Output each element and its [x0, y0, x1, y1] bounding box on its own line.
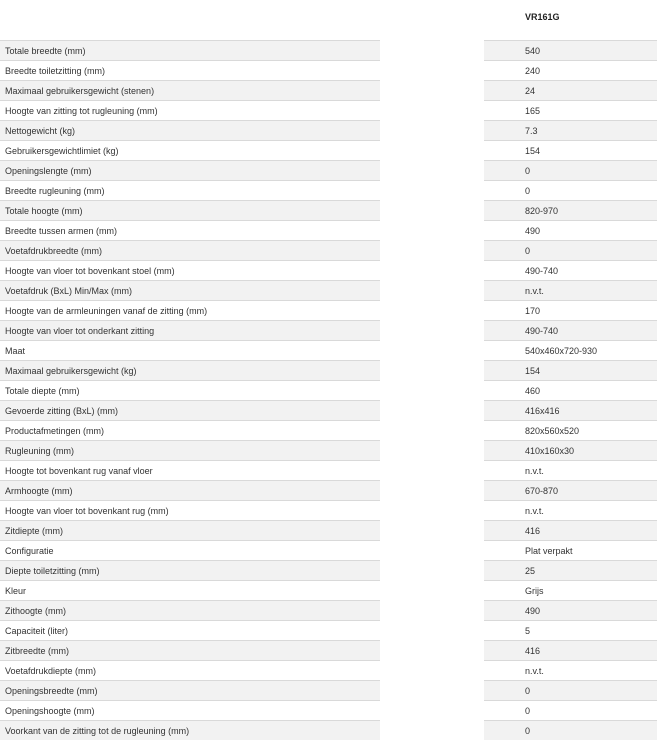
table-row — [0, 400, 657, 420]
spec-value: 5 — [484, 620, 657, 640]
table-row — [0, 300, 657, 320]
spec-label: Zitbreedte (mm) — [0, 640, 380, 660]
spec-label: Rugleuning (mm) — [0, 440, 380, 460]
table-row — [0, 380, 657, 400]
table-row — [0, 320, 657, 340]
table-row — [0, 660, 657, 680]
table-row — [0, 520, 657, 540]
spec-value: 670-870 — [484, 480, 657, 500]
spec-label: Hoogte van vloer tot onderkant zitting — [0, 320, 380, 340]
spec-value: Plat verpakt — [484, 540, 657, 560]
spec-value: 7.3 — [484, 120, 657, 140]
table-row — [0, 80, 657, 100]
spec-label: Gevoerde zitting (BxL) (mm) — [0, 400, 380, 420]
table-row — [0, 160, 657, 180]
spec-value: 24 — [484, 80, 657, 100]
spec-rows — [0, 40, 657, 740]
table-row — [0, 140, 657, 160]
spec-value: 154 — [484, 140, 657, 160]
spec-value: 0 — [484, 700, 657, 720]
spec-label: Nettogewicht (kg) — [0, 120, 380, 140]
spec-value: 540 — [484, 40, 657, 60]
table-row — [0, 640, 657, 660]
spec-label: Totale breedte (mm) — [0, 40, 380, 60]
table-row — [0, 100, 657, 120]
spec-value: 0 — [484, 720, 657, 740]
spec-label: Totale diepte (mm) — [0, 380, 380, 400]
table-row — [0, 240, 657, 260]
spec-label: Hoogte tot bovenkant rug vanaf vloer — [0, 460, 380, 480]
table-row — [0, 720, 657, 740]
spec-value: 165 — [484, 100, 657, 120]
spec-label: Hoogte van vloer tot bovenkant rug (mm) — [0, 500, 380, 520]
spec-value: 410x160x30 — [484, 440, 657, 460]
spec-value: 490 — [484, 600, 657, 620]
product-code: VR161G — [525, 12, 560, 22]
table-row — [0, 460, 657, 480]
spec-value: 0 — [484, 680, 657, 700]
table-row — [0, 620, 657, 640]
spec-value: n.v.t. — [484, 660, 657, 680]
table-row — [0, 220, 657, 240]
table-row — [0, 360, 657, 380]
spec-label: Armhoogte (mm) — [0, 480, 380, 500]
spec-label: Productafmetingen (mm) — [0, 420, 380, 440]
table-row — [0, 580, 657, 600]
spec-value: n.v.t. — [484, 460, 657, 480]
spec-value: 240 — [484, 60, 657, 80]
spec-label: Breedte toiletzitting (mm) — [0, 60, 380, 80]
table-row — [0, 60, 657, 80]
spec-label: Maximaal gebruikersgewicht (kg) — [0, 360, 380, 380]
table-row — [0, 280, 657, 300]
table-row — [0, 680, 657, 700]
spec-value: 416 — [484, 520, 657, 540]
spec-label: Capaciteit (liter) — [0, 620, 380, 640]
table-row — [0, 260, 657, 280]
spec-label: Totale hoogte (mm) — [0, 200, 380, 220]
spec-value: 460 — [484, 380, 657, 400]
spec-label: Voorkant van de zitting tot de rugleuning (mm) — [0, 720, 380, 740]
table-row — [0, 200, 657, 220]
table-row — [0, 420, 657, 440]
spec-label: Maximaal gebruikersgewicht (stenen) — [0, 80, 380, 100]
spec-value: 490-740 — [484, 320, 657, 340]
spec-value: 154 — [484, 360, 657, 380]
table-header — [0, 0, 657, 40]
spec-label: Openingslengte (mm) — [0, 160, 380, 180]
spec-value: 490-740 — [484, 260, 657, 280]
spec-value: n.v.t. — [484, 500, 657, 520]
spec-value: 820-970 — [484, 200, 657, 220]
table-row — [0, 540, 657, 560]
spec-value: 490 — [484, 220, 657, 240]
spec-value: 0 — [484, 240, 657, 260]
table-row — [0, 340, 657, 360]
table-row — [0, 120, 657, 140]
spec-label: Voetafdrukbreedte (mm) — [0, 240, 380, 260]
spec-label: Hoogte van de armleuningen vanaf de zitting (mm) — [0, 300, 380, 320]
spec-label: Configuratie — [0, 540, 380, 560]
spec-label: Breedte rugleuning (mm) — [0, 180, 380, 200]
spec-value: 416 — [484, 640, 657, 660]
spec-value: 0 — [484, 160, 657, 180]
spec-value: 25 — [484, 560, 657, 580]
table-row — [0, 700, 657, 720]
table-row — [0, 440, 657, 460]
spec-label: Gebruikersgewichtlimiet (kg) — [0, 140, 380, 160]
table-row — [0, 180, 657, 200]
spec-label: Hoogte van zitting tot rugleuning (mm) — [0, 100, 380, 120]
spec-label: Openingshoogte (mm) — [0, 700, 380, 720]
spec-label: Breedte tussen armen (mm) — [0, 220, 380, 240]
spec-label: Openingsbreedte (mm) — [0, 680, 380, 700]
spec-value: 540x460x720-930 — [484, 340, 657, 360]
spec-label: Zitdiepte (mm) — [0, 520, 380, 540]
spec-value: 416x416 — [484, 400, 657, 420]
spec-value: 820x560x520 — [484, 420, 657, 440]
table-row — [0, 560, 657, 580]
spec-label: Voetafdrukdiepte (mm) — [0, 660, 380, 680]
spec-label: Hoogte van vloer tot bovenkant stoel (mm) — [0, 260, 380, 280]
table-row — [0, 500, 657, 520]
spec-value: 170 — [484, 300, 657, 320]
spec-label: Zithoogte (mm) — [0, 600, 380, 620]
table-row — [0, 600, 657, 620]
spec-label: Diepte toiletzitting (mm) — [0, 560, 380, 580]
spec-value: Grijs — [484, 580, 657, 600]
spec-value: n.v.t. — [484, 280, 657, 300]
table-row — [0, 40, 657, 60]
table-row — [0, 480, 657, 500]
spec-value: 0 — [484, 180, 657, 200]
spec-label: Voetafdruk (BxL) Min/Max (mm) — [0, 280, 380, 300]
spec-label: Maat — [0, 340, 380, 360]
spec-label: Kleur — [0, 580, 380, 600]
